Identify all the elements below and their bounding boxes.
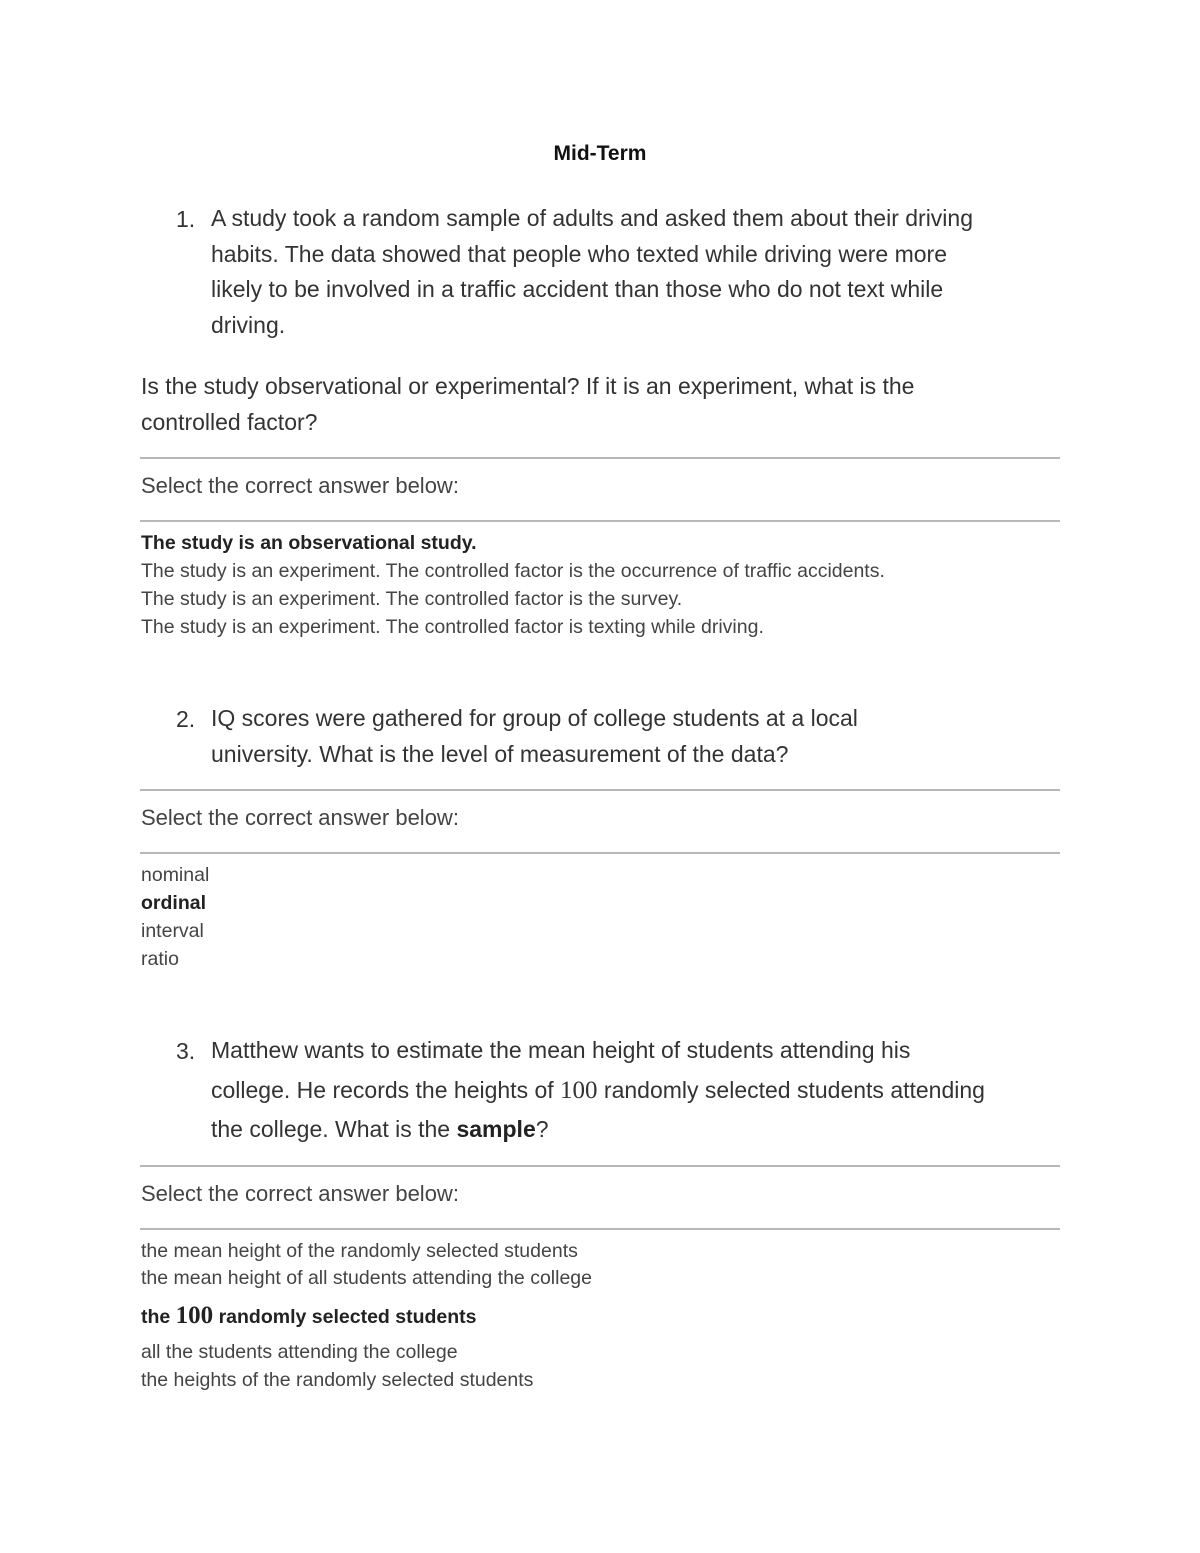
divider <box>140 1165 1060 1167</box>
divider <box>140 852 1060 854</box>
question-3-text-part: the college. What is the <box>211 1116 457 1142</box>
question-3-text <box>211 1031 1061 1150</box>
option-text-part: the <box>141 1306 176 1328</box>
question-2-text <box>211 701 1061 772</box>
question-1-option-selected[interactable]: The study is an observational study. <box>141 532 477 554</box>
question-3-text-part: randomly selected students attending <box>597 1076 985 1103</box>
sample-size-number: 100 <box>560 1076 598 1104</box>
question-3-option[interactable]: the mean height of all students attending the college <box>141 1267 592 1289</box>
question-3-select-label: Select the correct answer below: <box>141 1181 459 1206</box>
question-1-line: likely to be involved in a traffic accident than those who do not text while <box>211 276 944 302</box>
question-1-select-label: Select the correct answer below: <box>141 473 459 498</box>
option-number: 100 <box>175 1302 214 1329</box>
question-1-number: 1. <box>176 206 196 232</box>
question-3-number: 3. <box>176 1038 196 1064</box>
question-2-line: IQ scores were gathered for group of college students at a local <box>211 705 858 731</box>
divider <box>140 1228 1060 1230</box>
question-3-text-part: college. He records the heights of <box>211 1076 561 1103</box>
question-2-line: university. What is the level of measurement of the data? <box>211 740 789 767</box>
question-1-line: habits. The data showed that people who texted while driving were more <box>211 240 948 267</box>
question-3-option[interactable]: the heights of the randomly selected students <box>141 1369 534 1391</box>
option-text-part: randomly selected students <box>213 1306 477 1328</box>
question-1-line: driving. <box>211 311 286 338</box>
divider <box>140 520 1060 522</box>
question-2-option[interactable]: ratio <box>141 948 179 970</box>
question-3-option[interactable]: the mean height of the randomly selected students <box>141 1240 578 1262</box>
question-2-option[interactable]: interval <box>141 920 204 942</box>
question-3-line <box>211 1071 1061 1111</box>
question-1-option[interactable]: The study is an experiment. The controlled factor is the occurrence of traffic accidents. <box>141 560 885 582</box>
question-2-option[interactable]: nominal <box>141 864 210 886</box>
question-3-option-selected[interactable] <box>141 1299 477 1334</box>
question-1-text <box>211 201 1061 343</box>
page-title: Mid-Term <box>553 142 647 165</box>
question-3-line: Matthew wants to estimate the mean height of students attending his <box>211 1037 911 1063</box>
question-1-prompt-line: Is the study observational or experimental? If it is an experiment, what is the <box>141 373 915 399</box>
question-1-line: A study took a random sample of adults and asked them about their driving <box>211 205 973 231</box>
question-3-emphasis: sample <box>456 1116 536 1142</box>
question-3-line <box>211 1110 1061 1150</box>
question-1-option[interactable]: The study is an experiment. The controlled factor is texting while driving. <box>141 616 764 638</box>
divider <box>140 457 1060 459</box>
question-2-option-selected[interactable]: ordinal <box>141 892 207 914</box>
question-3-option[interactable]: all the students attending the college <box>141 1341 458 1363</box>
question-1-prompt <box>141 369 1041 440</box>
question-3-text-part: ? <box>535 1116 549 1142</box>
question-1-prompt-line: controlled factor? <box>141 408 318 435</box>
question-2-number: 2. <box>176 706 196 732</box>
question-2-select-label: Select the correct answer below: <box>141 805 459 830</box>
divider <box>140 789 1060 791</box>
question-1-option[interactable]: The study is an experiment. The controlled factor is the survey. <box>141 588 683 610</box>
